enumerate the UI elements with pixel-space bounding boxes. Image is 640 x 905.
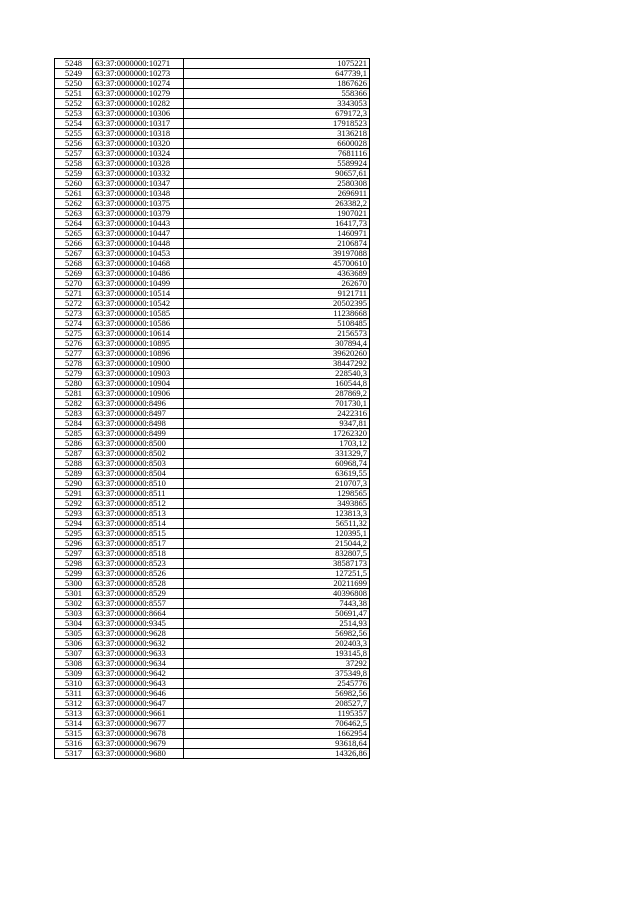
table-row — [55, 649, 370, 659]
cadastral-number-cell: 63:37:0000000:8512 — [93, 499, 184, 509]
cadastral-value-cell: 16417,73 — [184, 219, 370, 229]
cadastral-value-cell: 123813,3 — [184, 509, 370, 519]
row-number-cell: 5286 — [55, 439, 93, 449]
cadastral-number-cell: 63:37:0000000:10279 — [93, 89, 184, 99]
row-number-cell: 5300 — [55, 579, 93, 589]
cadastral-number-cell: 63:37:0000000:8529 — [93, 589, 184, 599]
table-row — [55, 229, 370, 239]
row-number-cell: 5254 — [55, 119, 93, 129]
cadastral-number-cell: 63:37:0000000:8557 — [93, 599, 184, 609]
cadastral-number-cell: 63:37:0000000:8504 — [93, 469, 184, 479]
row-number-cell: 5260 — [55, 179, 93, 189]
row-number-cell: 5314 — [55, 719, 93, 729]
row-number-cell: 5259 — [55, 169, 93, 179]
cadastral-number-cell: 63:37:0000000:9643 — [93, 679, 184, 689]
cadastral-value-cell: 210707,3 — [184, 479, 370, 489]
cadastral-value-cell: 17918523 — [184, 119, 370, 129]
cadastral-value-cell: 127251,5 — [184, 569, 370, 579]
cadastral-number-cell: 63:37:0000000:10586 — [93, 319, 184, 329]
row-number-cell: 5305 — [55, 629, 93, 639]
cadastral-value-cell: 120395,1 — [184, 529, 370, 539]
cadastral-value-cell: 11238668 — [184, 309, 370, 319]
cadastral-value-cell: 5108485 — [184, 319, 370, 329]
table-row — [55, 539, 370, 549]
row-number-cell: 5274 — [55, 319, 93, 329]
row-number-cell: 5290 — [55, 479, 93, 489]
cadastral-number-cell: 63:37:0000000:10317 — [93, 119, 184, 129]
cadastral-number-cell: 63:37:0000000:10900 — [93, 359, 184, 369]
row-number-cell: 5280 — [55, 379, 93, 389]
cadastral-value-cell: 56982,56 — [184, 629, 370, 639]
table-row — [55, 499, 370, 509]
cadastral-number-cell: 63:37:0000000:9679 — [93, 739, 184, 749]
table-row — [55, 339, 370, 349]
row-number-cell: 5266 — [55, 239, 93, 249]
table-body — [55, 59, 370, 759]
cadastral-number-cell: 63:37:0000000:10320 — [93, 139, 184, 149]
row-number-cell: 5250 — [55, 79, 93, 89]
row-number-cell: 5302 — [55, 599, 93, 609]
cadastral-number-cell: 63:37:0000000:10906 — [93, 389, 184, 399]
row-number-cell: 5317 — [55, 749, 93, 759]
row-number-cell: 5313 — [55, 709, 93, 719]
cadastral-value-cell: 93618,64 — [184, 739, 370, 749]
row-number-cell: 5263 — [55, 209, 93, 219]
table-row — [55, 119, 370, 129]
cadastral-number-cell: 63:37:0000000:10895 — [93, 339, 184, 349]
cadastral-number-cell: 63:37:0000000:10379 — [93, 209, 184, 219]
table-row — [55, 109, 370, 119]
table-row — [55, 479, 370, 489]
row-number-cell: 5285 — [55, 429, 93, 439]
cadastral-value-cell: 262670 — [184, 279, 370, 289]
table-row — [55, 559, 370, 569]
table-row — [55, 319, 370, 329]
table-row — [55, 469, 370, 479]
cadastral-value-cell: 20502395 — [184, 299, 370, 309]
table-row — [55, 389, 370, 399]
cadastral-value-cell: 3493865 — [184, 499, 370, 509]
row-number-cell: 5309 — [55, 669, 93, 679]
table-row — [55, 329, 370, 339]
table-row — [55, 189, 370, 199]
cadastral-value-cell: 3136218 — [184, 129, 370, 139]
cadastral-number-cell: 63:37:0000000:10614 — [93, 329, 184, 339]
cadastral-number-cell: 63:37:0000000:8518 — [93, 549, 184, 559]
cadastral-number-cell: 63:37:0000000:10443 — [93, 219, 184, 229]
cadastral-value-cell: 701730,1 — [184, 399, 370, 409]
row-number-cell: 5283 — [55, 409, 93, 419]
table-row — [55, 199, 370, 209]
table-row — [55, 529, 370, 539]
table-row — [55, 589, 370, 599]
cadastral-number-cell: 63:37:0000000:10328 — [93, 159, 184, 169]
cadastral-number-cell: 63:37:0000000:10896 — [93, 349, 184, 359]
cadastral-value-cell: 2545776 — [184, 679, 370, 689]
row-number-cell: 5272 — [55, 299, 93, 309]
cadastral-value-cell: 263382,2 — [184, 199, 370, 209]
row-number-cell: 5264 — [55, 219, 93, 229]
cadastral-value-cell: 39197088 — [184, 249, 370, 259]
row-number-cell: 5312 — [55, 699, 93, 709]
table-row — [55, 679, 370, 689]
row-number-cell: 5271 — [55, 289, 93, 299]
cadastral-value-cell: 7681116 — [184, 149, 370, 159]
cadastral-value-cell: 2696911 — [184, 189, 370, 199]
table-row — [55, 429, 370, 439]
row-number-cell: 5253 — [55, 109, 93, 119]
row-number-cell: 5303 — [55, 609, 93, 619]
cadastral-value-cell: 39620260 — [184, 349, 370, 359]
cadastral-value-cell: 679172,3 — [184, 109, 370, 119]
row-number-cell: 5292 — [55, 499, 93, 509]
cadastral-number-cell: 63:37:0000000:8498 — [93, 419, 184, 429]
table-row — [55, 449, 370, 459]
cadastral-value-cell: 1907021 — [184, 209, 370, 219]
row-number-cell: 5257 — [55, 149, 93, 159]
cadastral-value-cell: 37292 — [184, 659, 370, 669]
cadastral-number-cell: 63:37:0000000:8497 — [93, 409, 184, 419]
table-row — [55, 129, 370, 139]
row-number-cell: 5265 — [55, 229, 93, 239]
cadastral-number-cell: 63:37:0000000:9633 — [93, 649, 184, 659]
row-number-cell: 5249 — [55, 69, 93, 79]
cadastral-value-cell: 2514,93 — [184, 619, 370, 629]
table-row — [55, 209, 370, 219]
cadastral-value-cell: 160544,8 — [184, 379, 370, 389]
cadastral-number-cell: 63:37:0000000:8513 — [93, 509, 184, 519]
row-number-cell: 5304 — [55, 619, 93, 629]
cadastral-value-cell: 208527,7 — [184, 699, 370, 709]
cadastral-value-cell: 56982,56 — [184, 689, 370, 699]
cadastral-value-cell: 193145,8 — [184, 649, 370, 659]
table-row — [55, 439, 370, 449]
cadastral-number-cell: 63:37:0000000:10306 — [93, 109, 184, 119]
table-row — [55, 579, 370, 589]
table-row — [55, 409, 370, 419]
row-number-cell: 5258 — [55, 159, 93, 169]
table-row — [55, 639, 370, 649]
table-row — [55, 739, 370, 749]
row-number-cell: 5251 — [55, 89, 93, 99]
cadastral-value-cell: 375349,8 — [184, 669, 370, 679]
table-row — [55, 689, 370, 699]
row-number-cell: 5291 — [55, 489, 93, 499]
row-number-cell: 5311 — [55, 689, 93, 699]
row-number-cell: 5281 — [55, 389, 93, 399]
table-row — [55, 139, 370, 149]
row-number-cell: 5299 — [55, 569, 93, 579]
cadastral-value-cell: 832807,5 — [184, 549, 370, 559]
cadastral-value-cell: 1867626 — [184, 79, 370, 89]
cadastral-value-cell: 307894,4 — [184, 339, 370, 349]
row-number-cell: 5296 — [55, 539, 93, 549]
cadastral-number-cell: 63:37:0000000:9680 — [93, 749, 184, 759]
table-row — [55, 249, 370, 259]
table-row — [55, 69, 370, 79]
table-row — [55, 349, 370, 359]
table-row — [55, 79, 370, 89]
cadastral-value-cell: 40396808 — [184, 589, 370, 599]
table-row — [55, 219, 370, 229]
row-number-cell: 5270 — [55, 279, 93, 289]
row-number-cell: 5282 — [55, 399, 93, 409]
row-number-cell: 5267 — [55, 249, 93, 259]
row-number-cell: 5269 — [55, 269, 93, 279]
cadastral-value-cell: 5589924 — [184, 159, 370, 169]
row-number-cell: 5297 — [55, 549, 93, 559]
cadastral-number-cell: 63:37:0000000:8500 — [93, 439, 184, 449]
cadastral-number-cell: 63:37:0000000:8514 — [93, 519, 184, 529]
row-number-cell: 5256 — [55, 139, 93, 149]
cadastral-number-cell: 63:37:0000000:8523 — [93, 559, 184, 569]
row-number-cell: 5262 — [55, 199, 93, 209]
row-number-cell: 5273 — [55, 309, 93, 319]
cadastral-value-cell: 558366 — [184, 89, 370, 99]
cadastral-value-cell: 56511,32 — [184, 519, 370, 529]
row-number-cell: 5255 — [55, 129, 93, 139]
cadastral-number-cell: 63:37:0000000:10271 — [93, 59, 184, 69]
cadastral-number-cell: 63:37:0000000:10904 — [93, 379, 184, 389]
cadastral-number-cell: 63:37:0000000:8503 — [93, 459, 184, 469]
table-row — [55, 99, 370, 109]
cadastral-value-cell: 38447292 — [184, 359, 370, 369]
cadastral-value-cell: 331329,7 — [184, 449, 370, 459]
cadastral-number-cell: 63:37:0000000:9678 — [93, 729, 184, 739]
cadastral-number-cell: 63:37:0000000:9677 — [93, 719, 184, 729]
row-number-cell: 5268 — [55, 259, 93, 269]
table-row — [55, 159, 370, 169]
cadastral-number-cell: 63:37:0000000:9632 — [93, 639, 184, 649]
row-number-cell: 5252 — [55, 99, 93, 109]
cadastral-value-cell: 1195357 — [184, 709, 370, 719]
table-row — [55, 599, 370, 609]
cadastral-value-cell: 1703,12 — [184, 439, 370, 449]
row-number-cell: 5301 — [55, 589, 93, 599]
table-row — [55, 419, 370, 429]
table-row — [55, 169, 370, 179]
cadastral-value-cell: 1298565 — [184, 489, 370, 499]
cadastral-number-cell: 63:37:0000000:8496 — [93, 399, 184, 409]
table-row — [55, 519, 370, 529]
table-row — [55, 489, 370, 499]
cadastral-number-cell: 63:37:0000000:9642 — [93, 669, 184, 679]
cadastral-number-cell: 63:37:0000000:10903 — [93, 369, 184, 379]
row-number-cell: 5277 — [55, 349, 93, 359]
cadastral-number-cell: 63:37:0000000:8511 — [93, 489, 184, 499]
cadastral-number-cell: 63:37:0000000:10273 — [93, 69, 184, 79]
table-row — [55, 279, 370, 289]
cadastral-number-cell: 63:37:0000000:8664 — [93, 609, 184, 619]
table-row — [55, 459, 370, 469]
row-number-cell: 5293 — [55, 509, 93, 519]
cadastral-value-cell: 228540,3 — [184, 369, 370, 379]
table-row — [55, 309, 370, 319]
row-number-cell: 5261 — [55, 189, 93, 199]
row-number-cell: 5308 — [55, 659, 93, 669]
cadastral-number-cell: 63:37:0000000:8510 — [93, 479, 184, 489]
row-number-cell: 5248 — [55, 59, 93, 69]
cadastral-number-cell: 63:37:0000000:9647 — [93, 699, 184, 709]
row-number-cell: 5310 — [55, 679, 93, 689]
cadastral-number-cell: 63:37:0000000:8502 — [93, 449, 184, 459]
cadastral-number-cell: 63:37:0000000:10347 — [93, 179, 184, 189]
cadastral-number-cell: 63:37:0000000:9646 — [93, 689, 184, 699]
table-row — [55, 299, 370, 309]
cadastral-value-cell: 50691,47 — [184, 609, 370, 619]
cadastral-value-cell: 63619,55 — [184, 469, 370, 479]
cadastral-number-cell: 63:37:0000000:10332 — [93, 169, 184, 179]
table-row — [55, 729, 370, 739]
cadastral-number-cell: 63:37:0000000:9628 — [93, 629, 184, 639]
cadastral-number-cell: 63:37:0000000:8526 — [93, 569, 184, 579]
cadastral-value-cell: 2422316 — [184, 409, 370, 419]
cadastral-value-cell: 1075221 — [184, 59, 370, 69]
cadastral-value-cell: 6600028 — [184, 139, 370, 149]
cadastral-number-cell: 63:37:0000000:9661 — [93, 709, 184, 719]
cadastral-number-cell: 63:37:0000000:10585 — [93, 309, 184, 319]
table-row — [55, 749, 370, 759]
table-row — [55, 289, 370, 299]
table-row — [55, 239, 370, 249]
table-row — [55, 619, 370, 629]
table-row — [55, 509, 370, 519]
table-row — [55, 149, 370, 159]
cadastral-value-cell: 45700610 — [184, 259, 370, 269]
cadastral-value-cell: 3343053 — [184, 99, 370, 109]
cadastral-number-cell: 63:37:0000000:8499 — [93, 429, 184, 439]
cadastral-value-cell: 706462,5 — [184, 719, 370, 729]
table-row — [55, 59, 370, 69]
row-number-cell: 5279 — [55, 369, 93, 379]
cadastral-value-cell: 287869,2 — [184, 389, 370, 399]
table-row — [55, 659, 370, 669]
cadastral-number-cell: 63:37:0000000:10447 — [93, 229, 184, 239]
table-row — [55, 369, 370, 379]
row-number-cell: 5306 — [55, 639, 93, 649]
table-row — [55, 259, 370, 269]
table-row — [55, 549, 370, 559]
cadastral-number-cell: 63:37:0000000:9345 — [93, 619, 184, 629]
row-number-cell: 5315 — [55, 729, 93, 739]
row-number-cell: 5289 — [55, 469, 93, 479]
row-number-cell: 5278 — [55, 359, 93, 369]
cadastral-number-cell: 63:37:0000000:8528 — [93, 579, 184, 589]
cadastral-number-cell: 63:37:0000000:10318 — [93, 129, 184, 139]
cadastral-value-cell: 38587173 — [184, 559, 370, 569]
cadastral-value-cell: 4363689 — [184, 269, 370, 279]
cadastral-number-cell: 63:37:0000000:8515 — [93, 529, 184, 539]
cadastral-number-cell: 63:37:0000000:10468 — [93, 259, 184, 269]
cadastral-value-table — [54, 58, 370, 759]
table-row — [55, 629, 370, 639]
cadastral-value-cell: 2156573 — [184, 329, 370, 339]
cadastral-value-cell: 2106874 — [184, 239, 370, 249]
cadastral-number-cell: 63:37:0000000:9634 — [93, 659, 184, 669]
table-row — [55, 89, 370, 99]
cadastral-number-cell: 63:37:0000000:10282 — [93, 99, 184, 109]
table-row — [55, 719, 370, 729]
cadastral-number-cell: 63:37:0000000:10348 — [93, 189, 184, 199]
cadastral-value-cell: 1662954 — [184, 729, 370, 739]
cadastral-number-cell: 63:37:0000000:10542 — [93, 299, 184, 309]
row-number-cell: 5298 — [55, 559, 93, 569]
cadastral-value-cell: 2580308 — [184, 179, 370, 189]
row-number-cell: 5276 — [55, 339, 93, 349]
cadastral-value-cell: 202403,3 — [184, 639, 370, 649]
cadastral-value-cell: 90657,61 — [184, 169, 370, 179]
cadastral-number-cell: 63:37:0000000:10448 — [93, 239, 184, 249]
cadastral-number-cell: 63:37:0000000:10274 — [93, 79, 184, 89]
cadastral-value-cell: 1460971 — [184, 229, 370, 239]
cadastral-number-cell: 63:37:0000000:10499 — [93, 279, 184, 289]
table-row — [55, 359, 370, 369]
table-row — [55, 609, 370, 619]
table-row — [55, 699, 370, 709]
table-row — [55, 379, 370, 389]
cadastral-value-cell: 7443,38 — [184, 599, 370, 609]
cadastral-value-cell: 14326,86 — [184, 749, 370, 759]
row-number-cell: 5288 — [55, 459, 93, 469]
cadastral-value-cell: 9347,81 — [184, 419, 370, 429]
cadastral-number-cell: 63:37:0000000:10324 — [93, 149, 184, 159]
row-number-cell: 5295 — [55, 529, 93, 539]
row-number-cell: 5294 — [55, 519, 93, 529]
cadastral-value-cell: 9121711 — [184, 289, 370, 299]
cadastral-number-cell: 63:37:0000000:10375 — [93, 199, 184, 209]
cadastral-number-cell: 63:37:0000000:10514 — [93, 289, 184, 299]
row-number-cell: 5316 — [55, 739, 93, 749]
cadastral-value-cell: 647739,1 — [184, 69, 370, 79]
cadastral-number-cell: 63:37:0000000:10453 — [93, 249, 184, 259]
row-number-cell: 5287 — [55, 449, 93, 459]
table-row — [55, 399, 370, 409]
table-row — [55, 709, 370, 719]
cadastral-number-cell: 63:37:0000000:10486 — [93, 269, 184, 279]
table-row — [55, 569, 370, 579]
cadastral-number-cell: 63:37:0000000:8517 — [93, 539, 184, 549]
cadastral-value-cell: 17262320 — [184, 429, 370, 439]
row-number-cell: 5275 — [55, 329, 93, 339]
table-row — [55, 179, 370, 189]
row-number-cell: 5307 — [55, 649, 93, 659]
table-row — [55, 269, 370, 279]
cadastral-value-cell: 215044,2 — [184, 539, 370, 549]
cadastral-value-cell: 60968,74 — [184, 459, 370, 469]
table-row — [55, 669, 370, 679]
cadastral-value-cell: 20211699 — [184, 579, 370, 589]
row-number-cell: 5284 — [55, 419, 93, 429]
